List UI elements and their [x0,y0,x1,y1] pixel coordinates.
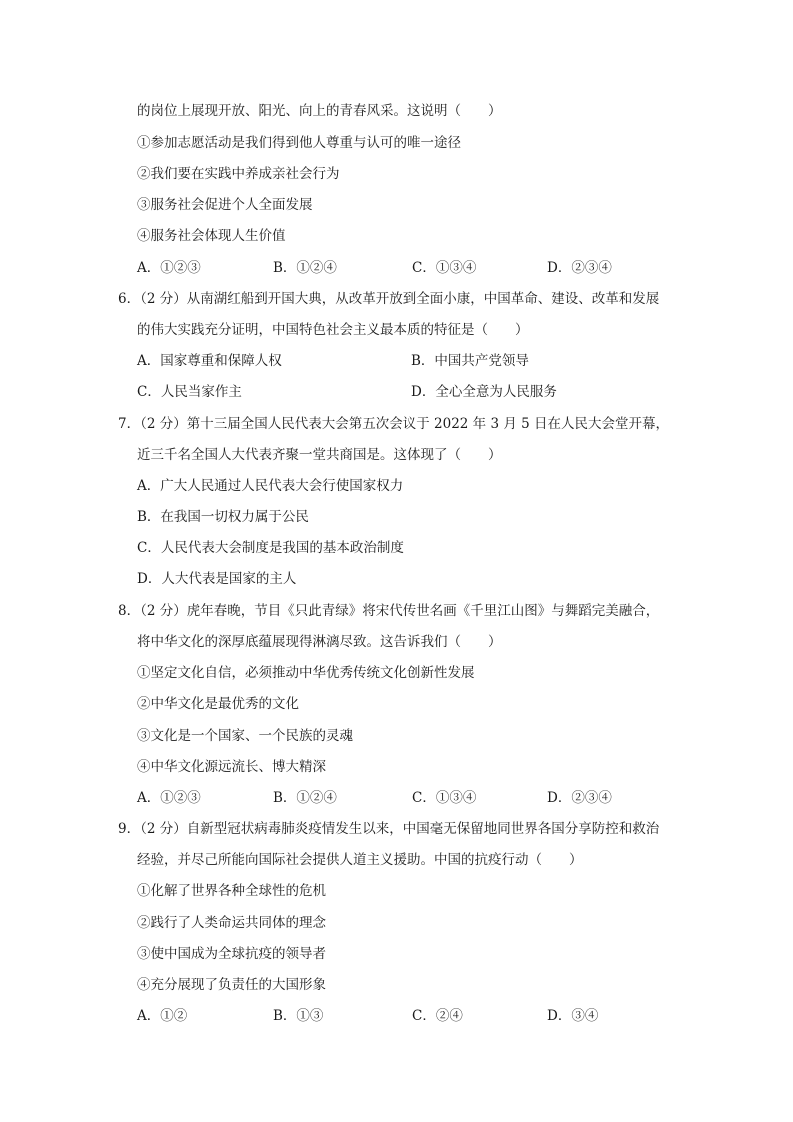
q8-option-c: C．①③④ [412,790,477,806]
q5-option-c: C．①③④ [412,260,477,276]
q5-statement-1: ①参加志愿活动是我们得到他人尊重与认可的唯一途径 [137,135,461,151]
q9-option-a: A．①② [137,1008,188,1024]
q7-option-a: A．广大人民通过人民代表大会行使国家权力 [137,478,404,494]
q8-statement-3: ③文化是一个国家、一个民族的灵魂 [137,728,353,744]
q9-option-b: B．①③ [273,1008,324,1024]
q8-statement-4: ④中华文化源远流长、博大精深 [137,759,326,775]
q9-statement-1: ①化解了世界各种全球性的危机 [137,883,326,899]
q6-stem-line-1: 6．（2 分）从南湖红船到开国大典，从改革开放到全面小康，中国革命、建设、改革和发展 [118,291,660,307]
q7-option-c: C．人民代表大会制度是我国的基本政治制度 [137,540,404,556]
q9-statement-2: ②践行了人类命运共同体的理念 [137,915,326,931]
q9-option-c: C．②④ [412,1008,463,1024]
q5-option-d: D．②③④ [547,260,612,276]
q7-stem-line-1: 7．（2 分）第十三届全国人民代表大会第五次会议于 2022 年 3 月 5 日在人民大会堂开幕， [118,416,670,432]
q8-options [137,788,677,808]
q5-statement-3: ③服务社会促进个人全面发展 [137,197,313,213]
q9-stem-line-2: 经验，并尽己所能向国际社会提供人道主义援助。中国的抗疫行动（ ） [137,852,583,868]
q8-option-a: A．①②③ [137,790,201,806]
q8-option-b: B．①②④ [273,790,337,806]
q8-stem-line-2: 将中华文化的深厚底蕴展现得淋漓尽致。这告诉我们（ ） [137,634,502,650]
q6-option-d: D．全心全意为人民服务 [411,384,557,400]
q7-stem-line-2: 近三千名全国人大代表齐聚一堂共商国是。这体现了（ ） [137,447,502,463]
q5-statement-4: ④服务社会体现人生价值 [137,228,286,244]
q6-option-c: C．人民当家作主 [137,384,242,400]
q5-statement-2: ②我们要在实践中养成亲社会行为 [137,166,340,182]
q7-option-d: D．人大代表是国家的主人 [137,571,297,587]
q6-stem-line-2: 的伟大实践充分证明，中国特色社会主义最本质的特征是（ ） [137,322,529,338]
q9-stem-line-1: 9．（2 分）自新型冠状病毒肺炎疫情发生以来，中国毫无保留地同世界各国分享防控和救治 [118,821,660,837]
q6-option-b: B．中国共产党领导 [411,353,529,369]
q9-statement-4: ④充分展现了负责任的大国形象 [137,977,326,993]
q7-option-b: B．在我国一切权力属于公民 [137,509,309,525]
q9-options [137,1006,677,1026]
q9-option-d: D．③④ [547,1008,599,1024]
q8-statement-1: ①坚定文化自信，必须推动中华优秀传统文化创新性发展 [137,665,475,681]
q5-options [137,258,677,278]
q6-option-a: A．国家尊重和保障人权 [137,353,282,369]
q9-statement-3: ③使中国成为全球抗疫的领导者 [137,946,326,962]
q8-stem-line-1: 8．（2 分）虎年春晚，节目《只此青绿》将宋代传世名画《千里江山图》与舞蹈完美融合， [118,603,660,619]
q8-option-d: D．②③④ [547,790,612,806]
q5-option-a: A．①②③ [137,260,201,276]
q5-stem-tail: 的岗位上展现开放、阳光、向上的青春风采。这说明（ ） [137,103,502,119]
q8-statement-2: ②中华文化是最优秀的文化 [137,696,299,712]
q5-option-b: B．①②④ [273,260,337,276]
